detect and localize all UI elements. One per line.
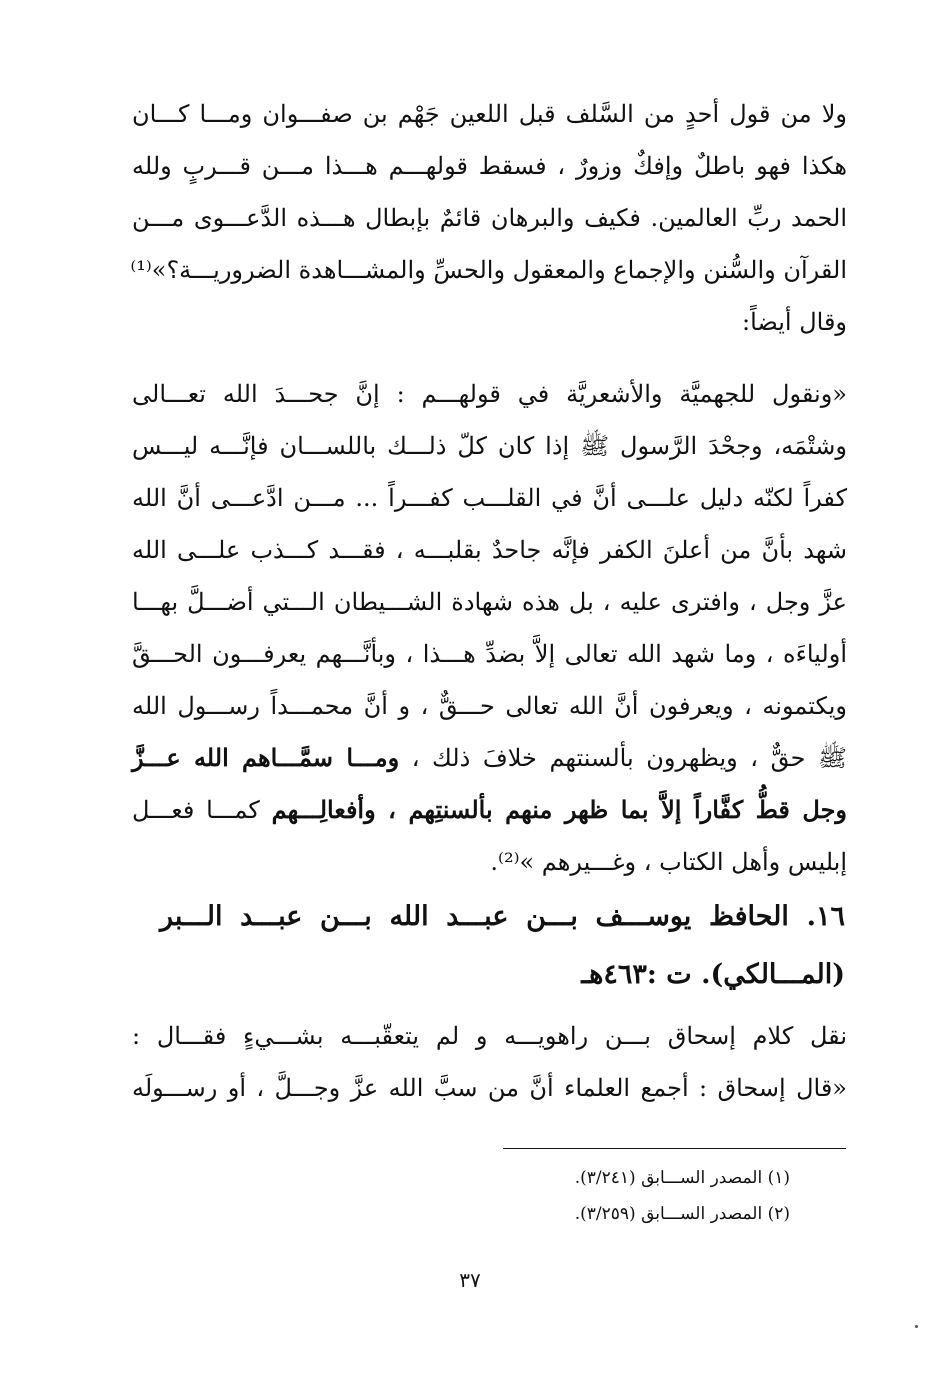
quote-text-emphasis: ومـــا سمَّـــاهم الله عـــزَّ (132, 743, 400, 772)
quote-line: إبليس وأهل الكتاب ، وغـــيرهم »⁽²⁾. (490, 848, 847, 876)
quote-line-mixed (132, 784, 847, 836)
paragraph-1 (132, 88, 847, 348)
scan-speck (915, 1325, 918, 1328)
quote-text-plain: كمـــا فعـــل (132, 796, 272, 824)
text-line: القرآن والسُّنن والإجماع والمعقول والحسِّ والمشـــاهدة الضروريـــة؟»⁽¹⁾ (130, 256, 847, 284)
quote-paragraph (132, 368, 847, 888)
quote-line: ويكتمونه ، ويعرفون أنَّ الله تعالى حـــقٌّ ، و أنَّ محمـــداً رســـول الله (132, 692, 847, 720)
footnotes (460, 1160, 790, 1232)
text-line: هكذا فهو باطلٌ وإفكٌ وزورٌ ، فسقط قولهـــم هـــذا مـــن قـــربٍ ولله (132, 152, 848, 180)
page-number: ٣٧ (459, 1268, 481, 1292)
quote-line-mixed (132, 732, 847, 784)
footnote-2: (٢) المصدر الســـابق (٣/٢٥٩). (574, 1204, 790, 1224)
quote-text-plain: ﷺ حقٌّ ، ويظهرون بألسنتهم خلافَ ذلك ، (399, 744, 847, 772)
heading-line: (المـــالكي). ت :٤٦٣هـ (581, 959, 845, 990)
text-line: الحمد ربِّ العالمين. فكيف والبرهان قائمٌ بإبطال هـــذه الدَّعـــوى مـــن (132, 204, 847, 232)
footnote-separator (503, 1148, 846, 1149)
quote-line: شهد بأنَّ من أعلنَ الكفر فإنَّه جاحدٌ بقلبـــه ، فقـــد كـــذب علـــى الله (132, 536, 847, 564)
footnote-1: (١) المصدر الســـابق (٣/٢٤١). (574, 1168, 790, 1188)
heading-line: ١٦. الحافظ يوســـف بـــن عبـــد الله بـــن عبـــد الـــبر (160, 901, 845, 932)
quote-line: «ونقول للجهميَّة والأشعريَّة في قولهـــم : إنَّ جحـــدَ الله تعـــالى (132, 380, 847, 408)
quote-text-emphasis: وجل قطُّ كفَّاراً إلاَّ بما ظهر منهم بألسنتِهم ، وأفعالِـــهم (271, 795, 847, 824)
quote-line: أولياءَه ، وما شهد الله تعالى إلاَّ بضدِّ هـــذا ، وبأنَّـــهم يعرفـــون الحـــقَّ (132, 640, 847, 668)
quote-line: وشتْمَه، وجحْدَ الرَّسول ﷺ إذا كان كلّ ذلـــك باللســـان فإنَّـــه ليـــس (132, 432, 847, 460)
text-line: «قال إسحاق : أجمع العلماء أنَّ من سبَّ الله عزَّ وجـــلَّ ، أو رســـولَه (132, 1074, 847, 1102)
paragraph-3 (132, 1010, 847, 1114)
intro-line: وقال أيضاً: (742, 308, 847, 336)
section-heading (160, 888, 845, 1004)
quote-line: عزَّ وجل ، وافترى عليه ، بل هذه شهادة الشـــيطان الـــتي أضـــلَّ بهـــا (132, 588, 847, 616)
quote-line: كفراً لكنّه دليل علـــى أنَّ في القلـــب كفـــراً ... مـــن ادَّعـــى أنَّ الله (132, 484, 847, 512)
text-line: نقل كلام إسحاق بـــن راهويـــه و لم يتعقّبـــه بشـــيءٍ فقـــال : (132, 1022, 847, 1050)
text-line: ولا من قول أحدٍ من السَّلف قبل اللعين جَهْم بن صفـــوان ومـــا كـــان (132, 100, 847, 128)
